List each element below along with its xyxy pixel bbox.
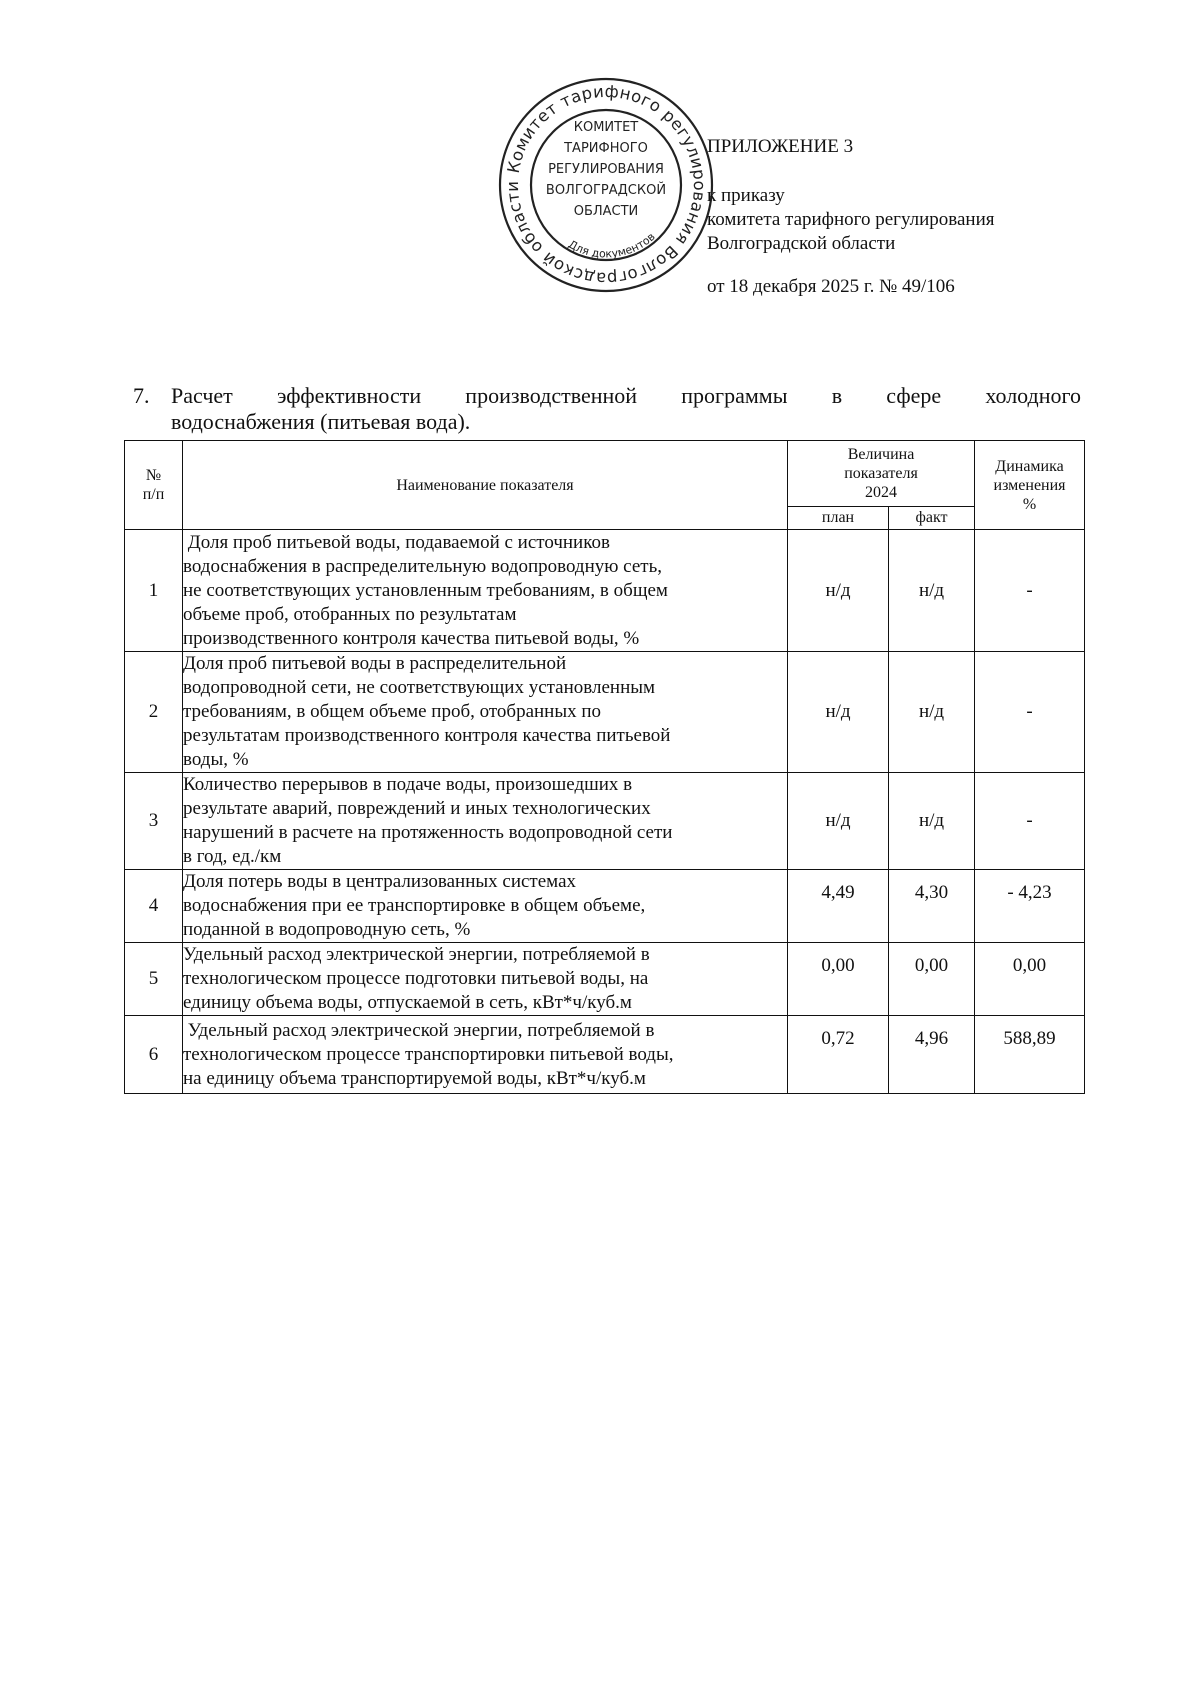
svg-text:Для документов: Для документов <box>566 230 658 261</box>
value-fact: 4,96 <box>889 1016 975 1094</box>
order-line: к приказу <box>707 185 785 206</box>
indicator-name-line: не соответствующих установленным требованиям, в общем <box>183 579 668 601</box>
indicator-name <box>183 773 788 870</box>
table-row <box>125 943 1085 1016</box>
order-line: комитета тарифного регулирования <box>707 209 995 230</box>
indicator-name <box>183 870 788 943</box>
svg-text:Комитет тарифного регулировани: Комитет тарифного регулирования Волгоградской области <box>502 81 710 289</box>
indicator-name-line: водопроводной сети, не соответствующих установленным <box>183 677 656 698</box>
header-dynamics <box>975 441 1085 530</box>
row-number: 6 <box>125 1016 183 1094</box>
value-fact: 0,00 <box>889 943 975 1016</box>
seal-inner-line: ТАРИФНОГО <box>564 141 648 156</box>
indicator-name-line: требованиям, в общем объеме проб, отобранных по <box>183 701 602 722</box>
indicator-name-line: водоснабжения при ее транспортировке в общем объеме, <box>183 895 646 916</box>
seal-inner-line: РЕГУЛИРОВАНИЯ <box>548 162 664 177</box>
value-plan: н/д <box>788 530 889 652</box>
indicator-name-line: производственного контроля качества питьевой воды, % <box>183 627 640 649</box>
indicator-name-line: Доля потерь воды в централизованных системах <box>183 871 576 892</box>
section-title-line-2: водоснабжения (питьевая вода). <box>171 409 471 434</box>
indicator-name-line: поданной в водопроводную сеть, % <box>183 919 471 940</box>
order-date: от 18 декабря 2025 г. № 49/106 <box>707 276 955 297</box>
order-reference <box>707 184 995 256</box>
official-seal-stamp <box>497 76 715 294</box>
indicator-name-line: результате аварий, повреждений и иных технологических <box>183 798 651 819</box>
indicator-name <box>183 1016 788 1094</box>
indicator-name-line: нарушений в расчете на протяженность водопроводной сети <box>183 822 673 843</box>
value-fact: н/д <box>889 530 975 652</box>
table-row <box>125 870 1085 943</box>
header-dynamics-line: Динамика <box>995 457 1064 475</box>
value-dyn: 588,89 <box>975 1016 1085 1094</box>
order-line: Волгоградской области <box>707 233 896 254</box>
value-fact: н/д <box>889 652 975 773</box>
header-number-symbol: № <box>145 467 162 484</box>
indicator-name-line: Доля проб питьевой воды в распределительной <box>183 653 567 674</box>
header-number <box>125 441 183 530</box>
table-row <box>125 530 1085 652</box>
table-row <box>125 652 1085 773</box>
value-dyn: - <box>975 530 1085 652</box>
value-plan: 0,00 <box>788 943 889 1016</box>
header-fact: факт <box>889 507 975 530</box>
row-number: 5 <box>125 943 183 1016</box>
indicator-name-line: объеме проб, отобранных по результатам <box>183 603 517 625</box>
row-number: 2 <box>125 652 183 773</box>
value-dyn: - 4,23 <box>975 870 1085 943</box>
value-plan: н/д <box>788 652 889 773</box>
seal-inner-line: ОБЛАСТИ <box>573 204 639 219</box>
table-row <box>125 1016 1085 1094</box>
indicator-name-line: водоснабжения в распределительную водопроводную сеть, <box>183 555 662 577</box>
indicator-name-line: Удельный расход электрической энергии, потребляемой в <box>183 944 650 965</box>
indicator-name-line: единицу объема воды, отпускаемой в сеть, кВт*ч/куб.м <box>183 992 632 1013</box>
indicator-name-line: результатам производственного контроля качества питьевой <box>183 725 671 746</box>
row-number: 1 <box>125 530 183 652</box>
indicator-name-line: воды, % <box>183 749 249 770</box>
indicator-name-line: Количество перерывов в подаче воды, произошедших в <box>183 774 633 795</box>
header-number-label: п/п <box>142 486 165 503</box>
value-fact: н/д <box>889 773 975 870</box>
header-value-line: Величина <box>847 446 915 463</box>
efficiency-table <box>124 440 1085 1094</box>
indicator-name-line: Доля проб питьевой воды, подаваемой с источников <box>183 531 610 553</box>
indicator-name-line: технологическом процессе подготовки питьевой воды, на <box>183 968 649 989</box>
row-number: 4 <box>125 870 183 943</box>
indicator-name <box>183 652 788 773</box>
section-title-line-1: Расчет эффективности производственной программы в сфере холодного <box>171 383 1081 408</box>
value-fact: 4,30 <box>889 870 975 943</box>
header-value-line: показателя <box>844 465 918 482</box>
indicator-name <box>183 530 788 652</box>
row-number: 3 <box>125 773 183 870</box>
header-dynamics-unit: % <box>1022 495 1037 513</box>
value-dyn: - <box>975 652 1085 773</box>
header-value-year: 2024 <box>865 484 897 501</box>
header-dynamics-line: изменения <box>993 476 1066 494</box>
table-row <box>125 773 1085 870</box>
indicator-name <box>183 943 788 1016</box>
seal-inner-line: ВОЛГОГРАДСКОЙ <box>545 183 667 198</box>
seal-inner-line: КОМИТЕТ <box>573 120 639 135</box>
value-dyn: - <box>975 773 1085 870</box>
appendix-title: ПРИЛОЖЕНИЕ 3 <box>707 136 854 157</box>
indicator-name-line: на единицу объема транспортируемой воды, кВт*ч/куб.м <box>183 1067 646 1089</box>
header-indicator-name: Наименование показателя <box>183 441 788 530</box>
indicator-name-line: в год, ед./км <box>183 846 282 867</box>
indicator-name-line: Удельный расход электрической энергии, потребляемой в <box>183 1019 655 1041</box>
indicator-name-line: технологическом процессе транспортировки питьевой воды, <box>183 1043 674 1065</box>
value-plan: н/д <box>788 773 889 870</box>
header-plan: план <box>788 507 889 530</box>
value-plan: 4,49 <box>788 870 889 943</box>
header-value <box>788 441 975 507</box>
value-plan: 0,72 <box>788 1016 889 1094</box>
section-number: 7. <box>133 383 150 408</box>
value-dyn: 0,00 <box>975 943 1085 1016</box>
